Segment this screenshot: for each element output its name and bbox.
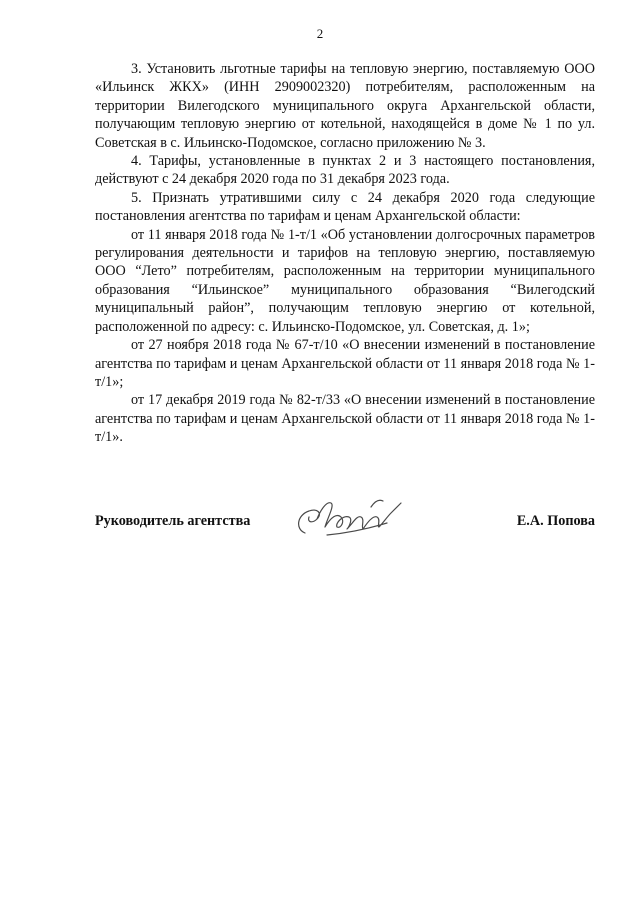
- signatory-name: Е.А. Попова: [516, 513, 595, 529]
- document-body: [95, 60, 595, 447]
- paragraph-item-5: 5. Признать утратившими силу с 24 декабря 2020 года следующие постановления агентства по тарифам и ценам Архангельской области:: [95, 189, 595, 225]
- paragraph-item-4: 4. Тарифы, установленные в пунктах 2 и 3 настоящего постановления, действуют с 24 декабря 2020 года по 31 декабря 2023 года.: [95, 153, 595, 188]
- signatory-position: Руководитель агентства: [95, 513, 251, 529]
- handwritten-signature: [287, 493, 407, 541]
- repealed-act-3: от 17 декабря 2019 года № 82-т/33 «О внесении изменений в постановление агентства по тарифам и ценам Архангельской области от 11 января 2018 года № 1-т/1».: [95, 392, 595, 446]
- paragraph-item-3: 3. Установить льготные тарифы на тепловую энергию, поставляемую ООО «Ильинск ЖКХ» (ИНН 2909002320) потребителям, расположенным на территории Вилегодского муниципального округа Архангельской области, получающим тепловую энергию от котельной, находящейся в доме № 1 по ул. Советская в с. Ильинско-Подомское, согласно приложению № 3.: [95, 61, 595, 151]
- repealed-act-1: от 11 января 2018 года № 1-т/1 «Об установлении долгосрочных параметров регулирования деятельности и тарифов на тепловую энергию, поставляемую ООО “Лето” потребителям, расположенным на территории муниципального образования “Ильинское” муниципального образования “Вилегодский муниципальный район”, получающим тепловую энергию от котельной, расположенной по адресу: с. Ильинско-Подомское, ул. Советская, д. 1»;: [95, 226, 595, 335]
- signature-block: [95, 493, 595, 543]
- page-number: 2: [316, 26, 324, 41]
- repealed-act-2: от 27 ноября 2018 года № 67-т/10 «О внесении изменений в постановление агентства по тарифам и ценам Архангельской области от 11 января 2018 года № 1-т/1»;: [95, 337, 595, 390]
